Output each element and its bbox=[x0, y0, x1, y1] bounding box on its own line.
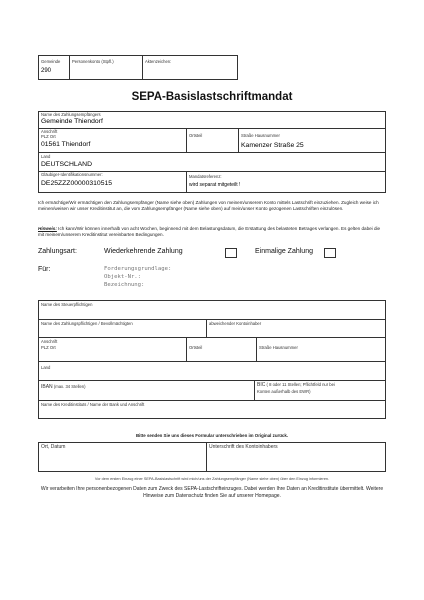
mandatsreferenz-value: wird separat mitgeteilt ! bbox=[189, 182, 241, 188]
creditor-name-label: Name des Zahlungsempfängers bbox=[41, 112, 101, 117]
forderungsgrundlage: Forderungsgrundlage: bbox=[104, 266, 172, 272]
authorization-text: Ich ermächtige/Wir ermächtigen den Zahlungsempfänger (Name siehe oben) Zahlungen von meinem/unserem Konto mittels Lastschrift einzuziehen. Zugleich weise ich meinen/weisen wir unser Kreditinstitut an, die vom Zahlungsempfänger (Name siehe oben) auf mein/unser Konto gezogenen Lastschriften einzulösen. bbox=[38, 200, 379, 211]
creditor-plz-label: PLZ Ort bbox=[41, 134, 56, 139]
page-title: SEPA-Basislastschriftmandat bbox=[131, 91, 293, 103]
ort-datum-label: Ort, Datum bbox=[41, 444, 66, 450]
creditor-ortsteil-label: Ortsteil bbox=[189, 133, 203, 138]
debtor-ortsteil-label: Ortsteil bbox=[189, 345, 203, 350]
bic-label-text: BIC bbox=[257, 382, 266, 388]
bezeichnung: Bezeichnung: bbox=[104, 282, 145, 288]
gemeinde-label: Gemeinde bbox=[41, 59, 61, 64]
unterschrift-label: Unterschrift des Kontoinhabers bbox=[209, 444, 278, 450]
creditor-plz-value: 01561 Thiendorf bbox=[41, 141, 91, 148]
iban-label bbox=[41, 385, 86, 390]
zahlungsart-option-recurring: Wiederkehrende Zahlung bbox=[104, 248, 183, 255]
bic-label bbox=[257, 383, 335, 388]
zahlungsart-label: Zahlungsart: bbox=[38, 248, 77, 255]
zahlungsart-option-once: Einmalige Zahlung bbox=[255, 248, 313, 255]
footer-small-text: Vor dem ersten Einzug einer SEPA-Basislastschrift wird mich/uns der Zahlungsempfänger (Name siehe oben) über den Einzug informieren. bbox=[94, 477, 330, 481]
personenkonto-box bbox=[70, 55, 143, 80]
creditor-anschrift-label: Anschrift bbox=[41, 129, 58, 134]
once-checkbox[interactable] bbox=[324, 248, 336, 258]
steuerpflichtiger-label: Name des Steuerpflichtigen bbox=[41, 302, 93, 307]
personenkonto-label: Personenkonto (Stpfl.) bbox=[72, 59, 114, 64]
iban-hint: (max. 34 Stellen) bbox=[53, 384, 86, 389]
aktenzeichen-box bbox=[143, 55, 238, 80]
glaeubiger-id-value: DE25ZZZ00000310515 bbox=[41, 180, 113, 187]
hint-text bbox=[38, 226, 386, 237]
bic-hint-line2: Konten außerhalb des EWR) bbox=[257, 389, 311, 394]
creditor-land-label: Land bbox=[41, 154, 51, 159]
bank-label: Name des Kreditinstituts / Name der Bank und Anschrift bbox=[41, 402, 145, 407]
sign-note: Bitte senden Sie uns dieses Formular unterschrieben im Original zurück. bbox=[135, 433, 288, 438]
objekt-nr: Objekt-Nr.: bbox=[104, 274, 142, 280]
mandatsreferenz-label: Mandatsreferenz: bbox=[189, 174, 222, 179]
kontoinhaber-label: abweichender Kontoinhaber bbox=[209, 321, 262, 326]
gemeinde-value: 290 bbox=[41, 68, 52, 74]
iban-label-text: IBAN bbox=[41, 384, 53, 390]
debtor-plz-label: PLZ Ort bbox=[41, 345, 56, 350]
hint-body: Ich kann/Wir können innerhalb von acht Wochen, beginnend mit dem Belastungsdatum, die Erstattung des belasteten Betrages verlangen. Es gelten dabei die mit meinem/unserem Kreditinstitut vereinbarten Bedingungen. bbox=[38, 226, 381, 237]
gemeinde-box bbox=[38, 55, 70, 80]
fuer-label: Für: bbox=[38, 266, 51, 273]
hint-bold: Hinweis: bbox=[38, 226, 57, 231]
glaeubiger-id-label: Gläubiger-Identifikationsnummer: bbox=[41, 172, 103, 177]
footer-privacy-text: Wir verarbeiten Ihre personenbezogenen Daten zum Zweck des SEPA-Lastschrifteinzuges. Dabei werden Ihre Daten an Kreditinstitute übermittelt. Weitere Hinweise zum Datenschutz finden Sie auf unserer Homepage. bbox=[40, 486, 384, 499]
zahlungspflichtiger-label: Name des Zahlungspflichtigen / Bevollmächtigten bbox=[41, 321, 133, 326]
aktenzeichen-label: Aktenzeichen: bbox=[145, 59, 172, 64]
creditor-strasse-value: Kamenzer Straße 25 bbox=[241, 142, 304, 149]
debtor-anschrift-label: Anschrift bbox=[41, 339, 58, 344]
bic-hint: ( 8 oder 11 Stellen; Pflichtfeld nur bei bbox=[266, 382, 335, 387]
debtor-strasse-label: Straße Hausnummer bbox=[259, 345, 298, 350]
debtor-land-label: Land bbox=[41, 365, 51, 370]
recurring-checkbox[interactable] bbox=[225, 248, 237, 258]
creditor-strasse-label: Straße Hausnummer bbox=[241, 133, 280, 138]
creditor-land-value: DEUTSCHLAND bbox=[41, 161, 92, 168]
creditor-name-value: Gemeinde Thiendorf bbox=[41, 118, 103, 125]
